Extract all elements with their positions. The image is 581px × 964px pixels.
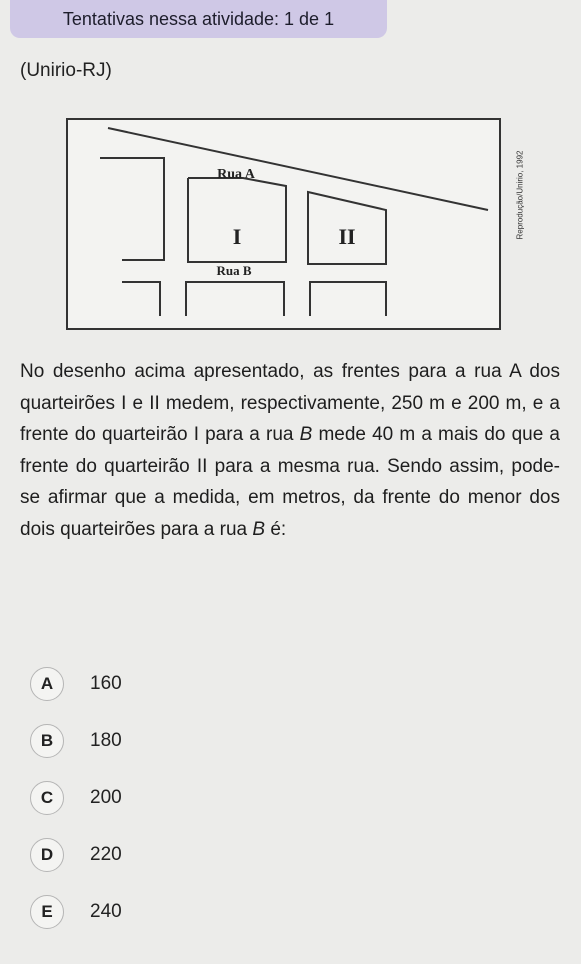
lower-right-block-outline xyxy=(310,282,386,316)
attempts-text: Tentativas nessa atividade: 1 de 1 xyxy=(62,8,335,29)
question-statement: No desenho acima apresentado, as frentes para a rua A dos quarteirões I e II medem, respectivamente, 250 m e 200 m, e a frente do quarteirão I para a rua B mede 40 m a mais do que a frente do quarteirão II para a mesma rua. Sendo assim, pode-se afirmar que a medida, em metros, da frente do menor dos dois quarteirões para a rua B é: xyxy=(20,361,560,540)
option-d[interactable] xyxy=(30,826,550,883)
question-source: (Unirio-RJ) xyxy=(20,60,112,81)
option-a[interactable] xyxy=(30,655,550,712)
option-letter-badge: C xyxy=(30,781,64,815)
lower-middle-block-outline xyxy=(186,282,284,316)
block-1-outline xyxy=(188,178,286,262)
image-credit xyxy=(505,120,535,270)
block-2-label: II xyxy=(338,224,356,249)
option-e[interactable] xyxy=(30,883,550,940)
street-a-label: Rua A xyxy=(217,167,255,182)
option-value: 160 xyxy=(90,672,122,694)
attempts-banner xyxy=(10,0,387,38)
lower-left-block-outline xyxy=(122,282,160,316)
option-letter-badge: D xyxy=(30,838,64,872)
option-value: 220 xyxy=(90,843,122,865)
left-block-outline xyxy=(100,158,164,260)
option-letter-badge: A xyxy=(30,667,64,701)
option-value: 240 xyxy=(90,900,122,922)
street-diagram-drawing xyxy=(68,120,499,328)
option-value: 180 xyxy=(90,729,122,751)
option-letter-badge: E xyxy=(30,895,64,929)
option-letter-badge: B xyxy=(30,724,64,758)
street-diagram xyxy=(66,118,501,330)
answer-options xyxy=(30,655,550,940)
option-value: 200 xyxy=(90,786,122,808)
option-c[interactable] xyxy=(30,769,550,826)
street-b-label: Rua B xyxy=(216,263,252,278)
block-1-label: I xyxy=(232,224,242,249)
image-credit-text: Reprodução/Unirio, 1992 xyxy=(515,150,525,240)
option-b[interactable] xyxy=(30,712,550,769)
